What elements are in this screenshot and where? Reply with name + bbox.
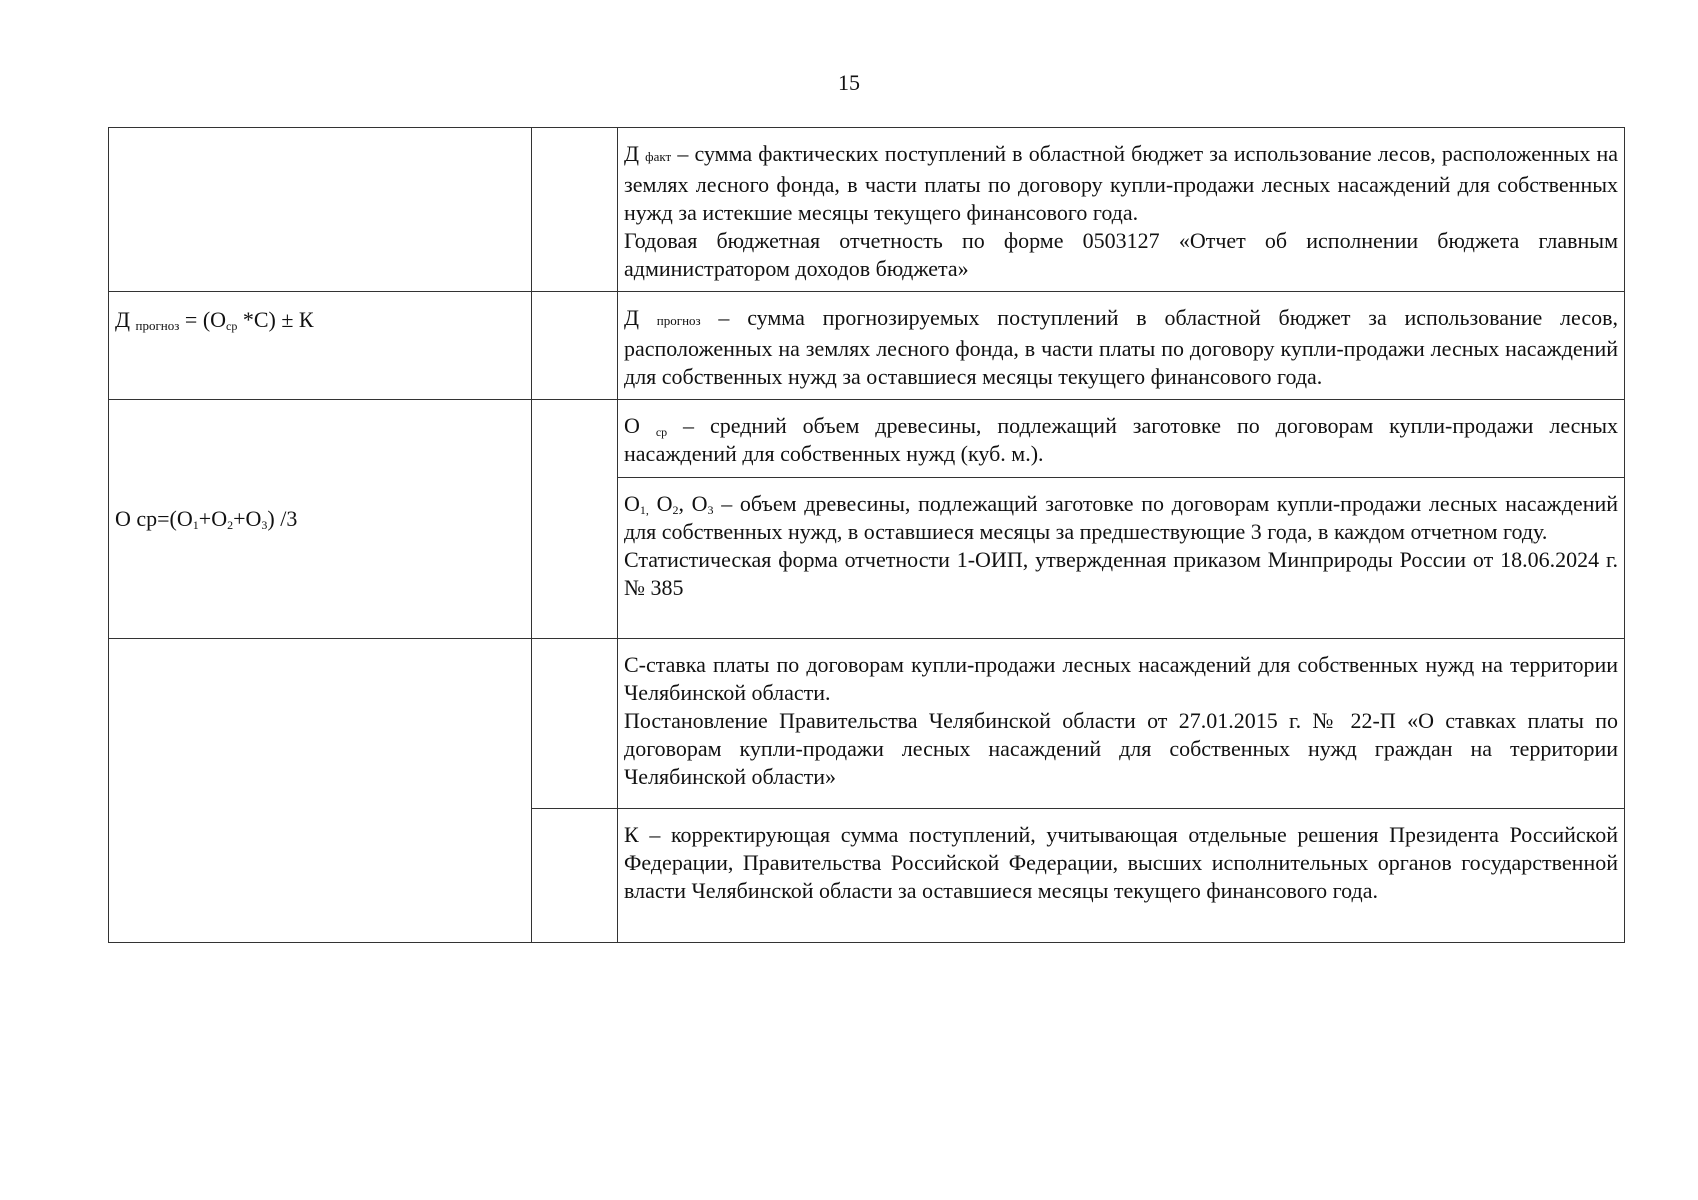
indicator-table: [108, 127, 1625, 943]
source-text: Постановление Правительства Челябинской области от 27.01.2015 г. № 22-П «О ставках платы по договорам купли-продажи лесных насаждений для собственных нужд граждан на территории Челябинской области»: [624, 708, 1618, 789]
description-cell: [618, 478, 1625, 639]
description-text: Д факт – сумма фактических поступлений в областной бюджет за использование лесов, расположенных на землях лесного фонда, в части платы по договору купли-продажи лесных насаждений для собственных нужд за истекшие месяцы текущего финансового года.: [624, 141, 1618, 225]
description-cell: [618, 292, 1625, 400]
description-text: Д прогноз – сумма прогнозируемых поступлений в областной бюджет за использование лесов, расположенных на землях лесного фонда, в части платы по договору купли-продажи лесных насаждений для собственных нужд за оставшиеся месяцы текущего финансового года.: [624, 305, 1618, 389]
empty-cell: [532, 292, 618, 400]
empty-cell: [532, 809, 618, 943]
formula-text: О $ср=(О_1+О_2+О_3)$ /3: [115, 506, 298, 532]
formula-text: Д $_{прогноз} = (О_{ср}$ *С) ± К: [115, 307, 314, 333]
description-cell: [618, 809, 1625, 943]
formula-cell: [109, 639, 532, 943]
description-text: О $_{ср}$ – средний объем древесины, подлежащий заготовке по договорам купли-продажи лесных насаждений для собственных нужд (куб. м.).: [624, 413, 1618, 466]
empty-cell: [532, 128, 618, 292]
formula-cell: [109, 128, 532, 292]
table-row: [109, 639, 1625, 809]
description-text: $О_{1,}$ $О_2$, $О_3$ – объем древесины, подлежащий заготовке по договорам купли-продажи лесных насаждений для собственных нужд, в оставшиеся месяцы за предшествующие 3 года, в каждом отчетном году.: [624, 491, 1619, 544]
source-text: Статистическая форма отчетности 1-ОИП, утвержденная приказом Минприроды России от 18.06.2024 г. № 385: [624, 547, 1618, 600]
table-row: [109, 400, 1625, 478]
description-cell: [618, 128, 1625, 292]
page-number: 15: [838, 70, 860, 95]
table-row: [109, 292, 1625, 400]
description-cell: [618, 400, 1625, 478]
formula-cell: [109, 400, 532, 639]
source-text: Годовая бюджетная отчетность по форме 0503127 «Отчет об исполнении бюджета главным администратором доходов бюджета»: [624, 228, 1618, 281]
description-text: С-ставка платы по договорам купли-продажи лесных насаждений для собственных нужд на территории Челябинской области.: [624, 652, 1618, 705]
empty-cell: [532, 400, 618, 639]
description-text: К – корректирующая сумма поступлений, учитывающая отдельные решения Президента Российской Федерации, Правительства Российской Федерации, высших исполнительных органов государственной власти Челябинской области за оставшиеся месяцы текущего финансового года.: [624, 822, 1618, 903]
description-cell: [618, 639, 1625, 809]
formula-cell: [109, 292, 532, 400]
empty-cell: [532, 639, 618, 809]
table-row: [109, 128, 1625, 292]
